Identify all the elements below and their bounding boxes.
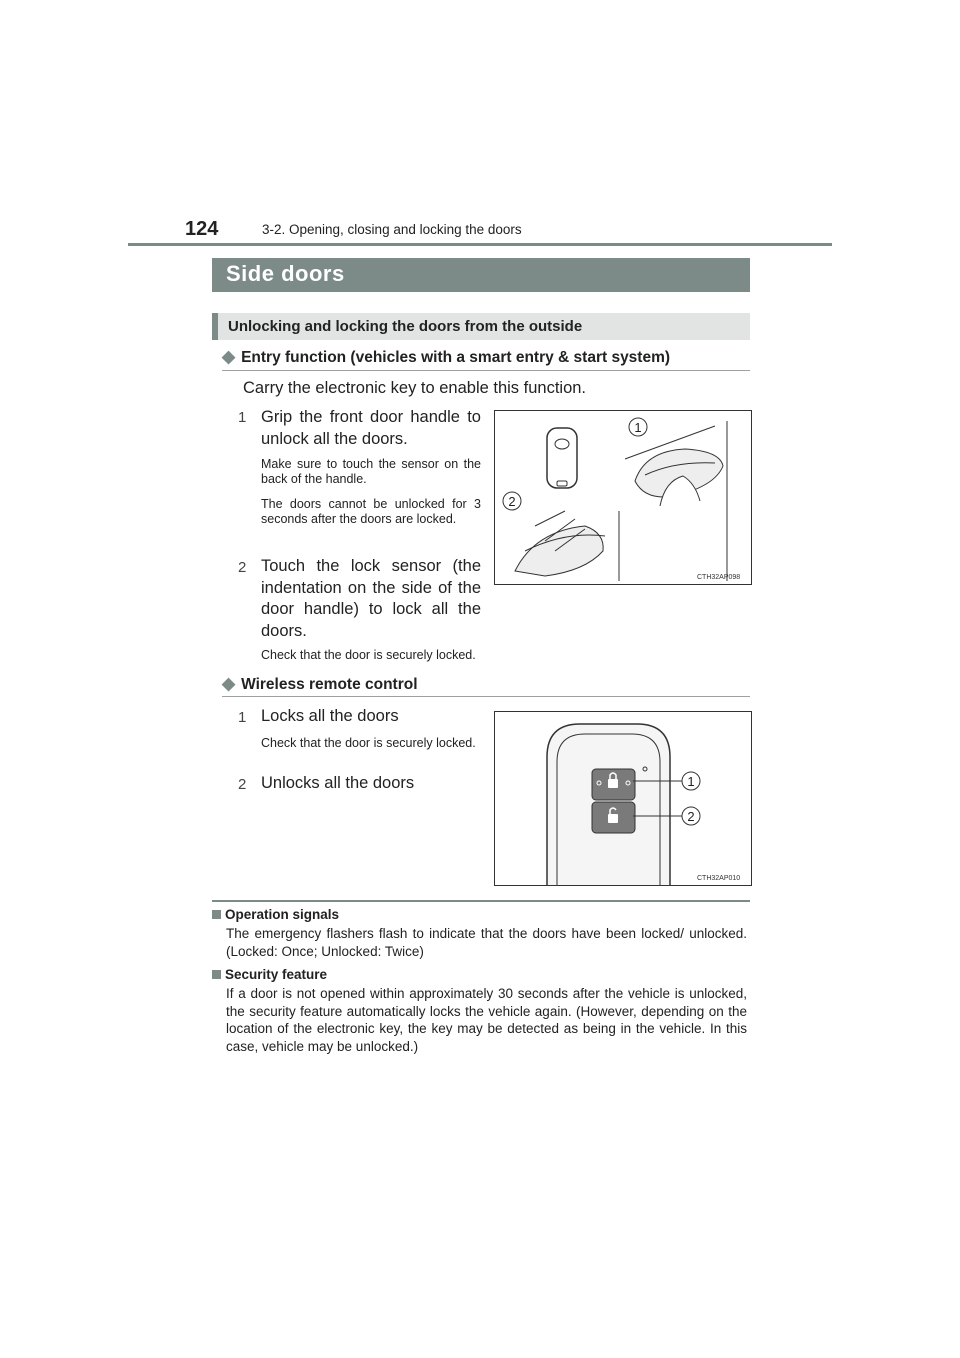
- remote-step2-text: Unlocks all the doors: [261, 774, 415, 792]
- header-divider: [128, 243, 832, 246]
- step-number: 1: [238, 409, 247, 426]
- figure-code: CTH32AP098: [697, 574, 741, 581]
- step-number: 2: [238, 776, 247, 793]
- subheading-bar: [212, 313, 750, 340]
- diamond-bullet-icon: ◆: [222, 347, 236, 366]
- square-bullet-icon: [212, 910, 221, 919]
- square-bullet-icon: [212, 970, 221, 979]
- remote-figure: [494, 711, 752, 886]
- page-number: 124: [185, 218, 219, 240]
- operation-signals-title: [212, 907, 339, 922]
- operation-signals-title-text: Operation signals: [225, 907, 340, 922]
- entry-step1-text: Grip the front door handle to unlock all the doors.: [261, 408, 481, 448]
- remote-heading: [222, 674, 418, 694]
- subheading-accent: [212, 313, 218, 340]
- entry-heading-text: Entry function (vehicles with a smart entry & start system): [241, 349, 671, 366]
- entry-heading-rule: [222, 370, 750, 371]
- page-title-bar: [212, 258, 750, 292]
- figure-code: CTH32AP010: [697, 875, 741, 882]
- section-divider: [212, 900, 750, 902]
- callout-1: 1: [634, 420, 642, 435]
- entry-note1b: The doors cannot be unlocked for 3 seconds after the doors are locked.: [261, 497, 481, 526]
- section-breadcrumb: 3-2. Opening, closing and locking the doors: [262, 222, 522, 237]
- callout-2: 2: [508, 494, 516, 509]
- step-number: 2: [238, 559, 247, 576]
- entry-heading: [222, 347, 670, 367]
- callout-2: 2: [687, 809, 695, 824]
- page-title: Side doors: [226, 261, 345, 286]
- entry-step2-text: Touch the lock sensor (the indentation on the side of the door handle) to lock all the doors.: [261, 557, 481, 640]
- callout-1: 1: [687, 774, 695, 789]
- remote-heading-rule: [222, 696, 750, 697]
- security-feature-text: If a door is not opened within approximately 30 seconds after the vehicle is unlocked, the security feature automatically locks the vehicle again. (However, depending on the location of the electronic key, the key may be detected as being in the vehicle. In this case, vehicle may be unlocked.): [226, 986, 747, 1054]
- entry-intro: Carry the electronic key to enable this function.: [243, 379, 587, 397]
- remote-note1: Check that the door is securely locked.: [261, 736, 476, 750]
- entry-figure: [494, 410, 752, 585]
- remote-heading-text: Wireless remote control: [241, 676, 418, 693]
- door-handle-illustration: [495, 411, 751, 584]
- step-number: 1: [238, 709, 247, 726]
- operation-signals-text: The emergency flashers flash to indicate that the doors have been locked/ unlocked. (Locked: Once; Unlocked: Twice): [226, 926, 747, 959]
- entry-note1a: Make sure to touch the sensor on the back of the handle.: [261, 457, 481, 486]
- entry-note2: Check that the door is securely locked.: [261, 648, 476, 662]
- security-feature-title-text: Security feature: [225, 967, 328, 982]
- security-feature-title: [212, 967, 327, 982]
- remote-step1-text: Locks all the doors: [261, 707, 399, 725]
- diamond-bullet-icon: ◆: [222, 674, 236, 693]
- subheading: Unlocking and locking the doors from the outside: [228, 318, 583, 335]
- key-fob-illustration: [495, 712, 751, 885]
